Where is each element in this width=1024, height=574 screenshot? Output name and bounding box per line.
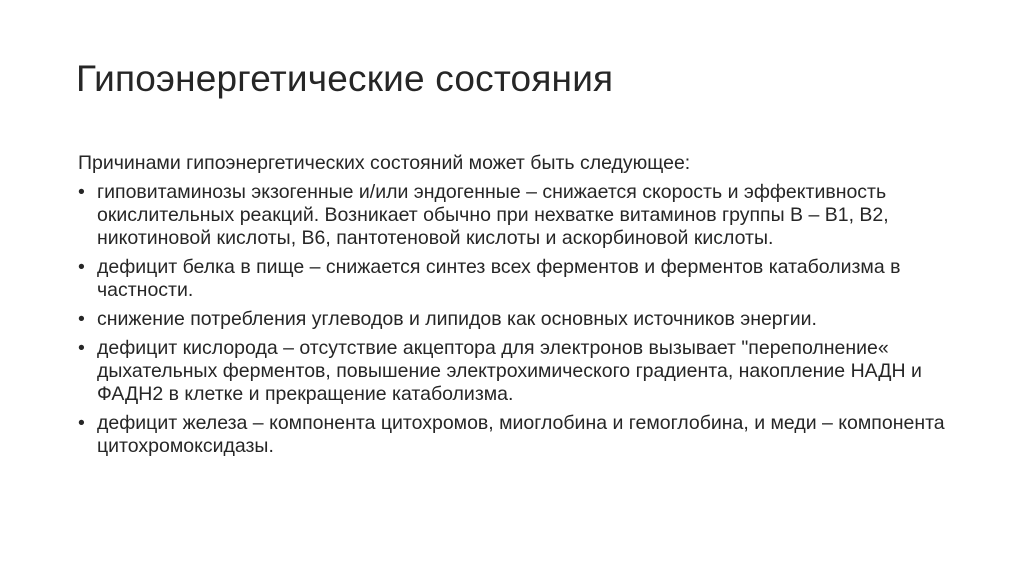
bullet-dot-icon: • [78, 308, 85, 330]
bullet-text: дефицит кислорода – отсутствие акцептора для электронов вызывает "переполнение« дыхательных ферментов, повышение электрохимического градиента, накопление НАДН и ФАДН2 в клетке и прекращение катаболизма. [97, 337, 922, 405]
bullet-text: дефицит железа – компонента цитохромов, миоглобина и гемоглобина, и меди – компонента цитохромоксидазы. [97, 412, 945, 457]
bullet-item-iron-copper [78, 412, 958, 458]
slide-content [78, 152, 958, 464]
bullet-item-vitamins [78, 181, 958, 250]
bullet-item-protein [78, 256, 958, 302]
bullet-item-carbs-lipids [78, 308, 958, 331]
bullet-dot-icon: • [78, 412, 85, 434]
bullet-text: гиповитаминозы экзогенные и/или эндогенные – снижается скорость и эффективность окислительных реакций. Возникает обычно при нехватке витаминов группы В – В1, В2, никотиновой кислоты, В6, пантотеновой кислоты и аскорбиновой кислоты. [97, 181, 889, 249]
bullet-list [78, 181, 958, 458]
bullet-dot-icon: • [78, 181, 85, 203]
slide-title: Гипоэнергетические состояния [76, 58, 614, 99]
bullet-dot-icon: • [78, 337, 85, 359]
bullet-text: снижение потребления углеводов и липидов как основных источников энергии. [97, 308, 817, 330]
bullet-dot-icon: • [78, 256, 85, 278]
bullet-text: дефицит белка в пище – снижается синтез всех ферментов и ферментов катаболизма в частности. [97, 256, 901, 301]
intro-text: Причинами гипоэнергетических состояний может быть следующее: [78, 152, 691, 174]
bullet-item-oxygen [78, 337, 958, 406]
